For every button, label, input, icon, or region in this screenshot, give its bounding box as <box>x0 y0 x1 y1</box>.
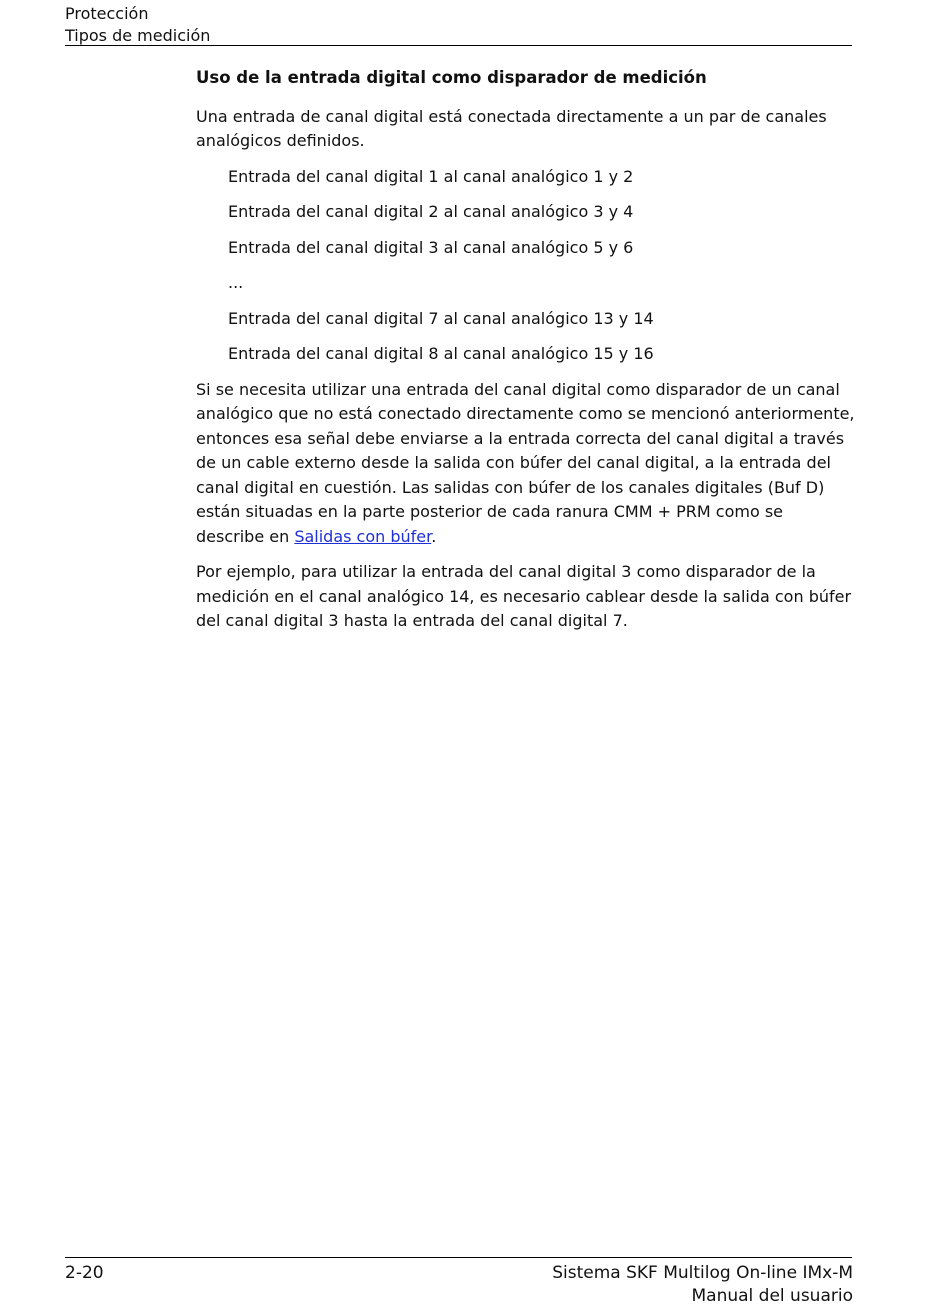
example-paragraph: Por ejemplo, para utilizar la entrada del canal digital 3 como disparador de la medición en el canal analógico 14, es necesario cablear desde la salida con búfer del canal digital 3 hasta la entrada del canal digital 7. <box>196 562 852 630</box>
list-item: Entrada del canal digital 2 al canal analógico 3 y 4 <box>228 202 634 221</box>
footer-product: Sistema SKF Multilog On-line IMx-M <box>552 1263 853 1283</box>
page-header <box>65 3 852 47</box>
footer-divider <box>65 1257 852 1258</box>
buffered-outputs-link[interactable]: Salidas con búfer <box>294 526 432 546</box>
footer-manual: Manual del usuario <box>691 1286 853 1306</box>
header-divider <box>65 45 852 46</box>
header-chapter: Protección <box>65 4 149 23</box>
list-item: Entrada del canal digital 1 al canal analógico 1 y 2 <box>228 166 634 186</box>
header-section: Tipos de medición <box>65 26 211 45</box>
section-title: Uso de la entrada digital como disparador de medición <box>196 68 707 87</box>
list-item: Entrada del canal digital 8 al canal analógico 15 y 16 <box>228 344 654 363</box>
page-number: 2-20 <box>65 1263 104 1283</box>
page-footer-right <box>552 1262 853 1308</box>
main-content <box>196 66 856 645</box>
paragraph-text: Si se necesita utilizar una entrada del canal digital como disparador de un canal analógico que no está conectado directamente como se mencionó anteriormente, entonces esa señal debe enviarse a la entrada correcta del canal digital a través de un cable externo desde la salida con búfer del canal digital, a la entrada del canal digital en cuestión. Las salidas con búfer de los canales digitales (Buf D) están situadas en la parte posterior de cada ranura CMM + PRM como se describe en <box>196 379 855 546</box>
intro-paragraph: Una entrada de canal digital está conectada directamente a un par de canales analógicos definidos. <box>196 106 827 150</box>
list-item: ... <box>228 273 244 292</box>
paragraph-end: . <box>431 526 437 546</box>
channel-mapping-list <box>196 165 856 367</box>
buffered-output-paragraph <box>196 378 856 550</box>
list-item: Entrada del canal digital 7 al canal analógico 13 y 14 <box>228 308 654 328</box>
list-item: Entrada del canal digital 3 al canal analógico 5 y 6 <box>228 237 634 257</box>
